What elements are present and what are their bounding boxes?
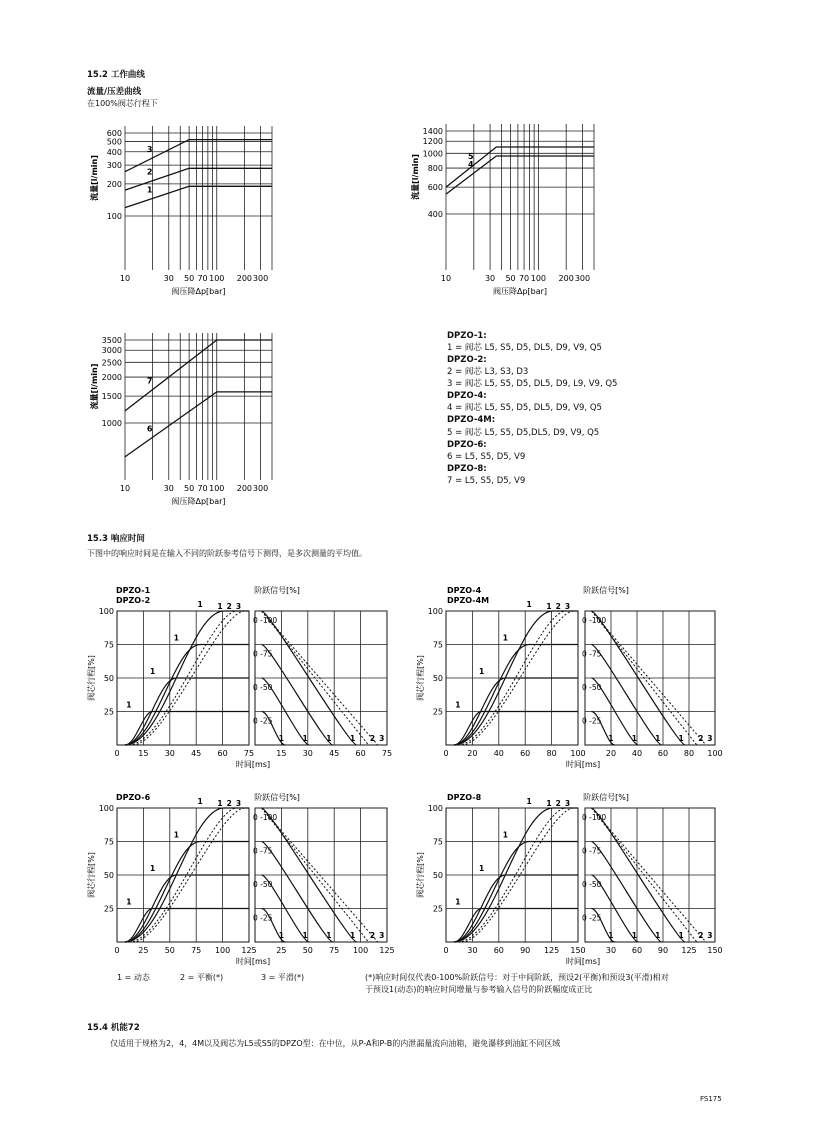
- y-tick-label: 3000: [101, 346, 122, 356]
- curve-label: 1: [173, 830, 180, 840]
- x-tick-label: 75: [243, 749, 255, 758]
- curve-label: 1: [631, 734, 637, 743]
- x-tick-label: 25: [276, 946, 287, 955]
- curve-label: 1: [608, 931, 614, 940]
- x-tick-label: 30: [484, 274, 496, 283]
- series-label: 2: [146, 167, 153, 177]
- y-tick-label: 200: [106, 179, 122, 189]
- curve-label: 1: [278, 734, 284, 743]
- page-code: FS175: [700, 1095, 722, 1103]
- x-tick-label: 200: [558, 274, 574, 283]
- y-tick-label: 1400: [422, 127, 443, 136]
- curve-label: 1: [197, 797, 203, 806]
- panel-title: DPZO-6: [116, 793, 151, 802]
- step-signal-label: 阶跃信号[%]: [583, 586, 629, 595]
- legend-model: DPZO-4M:: [447, 415, 496, 426]
- curve-label: 1: [150, 667, 156, 676]
- x-tick-label: 30: [163, 274, 174, 283]
- y-tick-label: 400: [427, 210, 443, 219]
- response-legend-note: 于预设1(动态)的响应时间增量与参考输入信号的阶跃幅度成正比: [365, 985, 593, 994]
- x-tick-label: 10: [119, 484, 131, 493]
- x-tick-label: 25: [138, 946, 149, 955]
- x-tick-label: 10: [440, 274, 452, 283]
- curve-label: 1: [197, 600, 203, 609]
- curve-label: 1: [678, 931, 684, 940]
- curve-label: 2: [698, 734, 704, 743]
- curve-label: 1: [655, 734, 661, 743]
- series-label: 5: [468, 151, 474, 161]
- x-tick-label: 150: [570, 946, 586, 955]
- curve-label: 3: [707, 931, 713, 940]
- curve-label: 1: [350, 931, 356, 940]
- y-tick-label: 300: [106, 161, 122, 171]
- curve-label: 1: [455, 700, 461, 710]
- curve-label: 1: [678, 734, 684, 743]
- curve-label: 1: [502, 633, 509, 643]
- y-tick-label: 3500: [101, 336, 122, 345]
- y-tick-label: 75: [432, 837, 443, 847]
- y-axis-label: 阀芯行程[%]: [416, 852, 425, 898]
- x-tick-label: 125: [543, 946, 560, 955]
- x-tick-label: 300: [252, 484, 269, 493]
- panel-title: DPZO-8: [447, 793, 482, 802]
- y-tick-label: 800: [427, 164, 443, 174]
- x-axis-label: 时间[ms]: [565, 957, 601, 966]
- curve-label: 1: [217, 602, 223, 611]
- x-tick-label: 30: [302, 749, 313, 758]
- x-tick-label: 100: [570, 749, 586, 758]
- y-tick-label: 25: [103, 707, 114, 717]
- step-value-label: 0 -100: [253, 813, 278, 822]
- y-tick-label: 2500: [101, 358, 122, 368]
- curve-label: 2: [555, 602, 561, 611]
- y-tick-label: 1000: [422, 149, 443, 159]
- x-tick-label: 60: [631, 946, 643, 955]
- y-tick-label: 25: [432, 707, 443, 717]
- step-value-label: 0 -75: [253, 846, 273, 856]
- step-signal-label: 阶跃信号[%]: [254, 586, 300, 595]
- x-tick-label: 300: [252, 274, 269, 283]
- x-tick-label: 125: [379, 946, 395, 955]
- step-value-label: 0 -75: [582, 649, 602, 659]
- section-15-4-text: 仅适用于规格为2，4，4M以及阀芯为L5或S5的DPZO型：在中位，从P-A和P-B的内泄漏量流向油箱，避免瀑移到油缸不同区域: [110, 1039, 561, 1048]
- y-tick-label: 400: [106, 147, 122, 157]
- x-tick-label: 200: [236, 484, 253, 493]
- legend-model: DPZO-8:: [447, 463, 487, 474]
- legend-line: 5 = 阀芯 L5, S5, D5,DL5, D9, V9, Q5: [447, 427, 600, 438]
- curve-label: 3: [235, 602, 242, 611]
- y-tick-label: 1500: [101, 392, 122, 402]
- y-tick-label: 50: [432, 674, 443, 683]
- y-tick-label: 50: [103, 871, 114, 880]
- x-tick-label: 60: [217, 749, 228, 758]
- curve-label: 1: [526, 600, 532, 609]
- step-value-label: 0 -100: [582, 813, 607, 822]
- x-tick-label: 80: [546, 749, 557, 758]
- x-tick-label: 200: [236, 274, 253, 283]
- y-tick-label: 25: [103, 904, 114, 914]
- y-tick-label: 1000: [101, 419, 122, 428]
- x-tick-label: 100: [209, 484, 225, 493]
- curve-label: 1: [126, 700, 132, 710]
- curve-label: 2: [698, 931, 704, 940]
- curve-label: 1: [126, 897, 132, 907]
- x-tick-label: 0: [114, 946, 120, 955]
- legend-model: DPZO-1:: [447, 331, 487, 341]
- y-axis-label: 流量[l/min]: [411, 154, 420, 200]
- section-15-3-heading: 15.3 响应时间: [87, 534, 145, 544]
- x-axis-label: 阀压降Δp[bar]: [171, 497, 226, 506]
- y-tick-label: 75: [103, 837, 114, 847]
- curve-label: 1: [302, 734, 308, 743]
- x-tick-label: 125: [241, 946, 257, 955]
- y-axis-label: 阀芯行程[%]: [87, 852, 96, 898]
- legend-line: 7 = L5, S5, D5, V9: [447, 475, 526, 486]
- x-tick-label: 40: [493, 749, 504, 758]
- x-tick-label: 30: [164, 749, 175, 758]
- legend-line: 4 = 阀芯 L5, S5, D5, DL5, D9, V9, Q5: [447, 403, 602, 414]
- x-tick-label: 20: [605, 749, 617, 758]
- x-axis-label: 时间[ms]: [235, 760, 271, 769]
- y-tick-label: 25: [432, 904, 443, 914]
- x-tick-label: 0: [114, 749, 120, 758]
- x-axis-label: 时间[ms]: [565, 760, 601, 769]
- step-value-label: 0 -25: [253, 913, 273, 923]
- curve-label: 3: [707, 734, 713, 743]
- x-tick-label: 50: [184, 274, 195, 283]
- x-tick-label: 60: [493, 946, 504, 955]
- x-tick-label: 300: [574, 274, 591, 283]
- curve-label: 1: [631, 931, 637, 940]
- x-tick-label: 60: [355, 749, 366, 758]
- flow-curves-subheading: 流量/压差曲线: [87, 87, 142, 97]
- curve-label: 1: [546, 602, 552, 611]
- step-value-label: 0 -25: [582, 913, 602, 923]
- response-note: 下图中的响应时间是在输入不同的阶跃参考信号下测得，是多次测量的平均值。: [87, 549, 367, 558]
- curve-label: 3: [564, 602, 571, 611]
- y-tick-label: 600: [106, 129, 122, 138]
- series-label: 4: [468, 160, 474, 170]
- step-signal-label: 阶跃信号[%]: [583, 793, 629, 802]
- x-tick-label: 90: [520, 946, 531, 955]
- curve-label: 1: [608, 734, 614, 743]
- x-tick-label: 75: [191, 946, 202, 955]
- x-tick-label: 30: [163, 484, 174, 493]
- curve-label: 2: [369, 734, 376, 743]
- step-value-label: 0 -50: [253, 880, 273, 889]
- step-value-label: 0 -25: [582, 716, 602, 726]
- step-value-label: 0 -25: [253, 716, 273, 726]
- y-tick-label: 1200: [422, 137, 443, 147]
- response-legend-item: 2 = 平衡(*): [180, 973, 224, 982]
- x-tick-label: 100: [209, 274, 225, 283]
- curve-label: 3: [235, 799, 242, 808]
- x-tick-label: 100: [352, 946, 369, 955]
- response-legend-note: (*)响应时间仅代表0-100%阶跃信号：对于中间阶跃，预设2(平衡)和预设3(平滑)相对: [365, 973, 669, 982]
- x-tick-label: 90: [657, 946, 669, 955]
- curve-label: 3: [379, 931, 385, 940]
- x-tick-label: 60: [657, 749, 669, 758]
- step-value-label: 0 -50: [582, 683, 602, 692]
- curve-label: 1: [217, 799, 223, 808]
- y-tick-label: 100: [98, 607, 114, 616]
- curve-label: 1: [655, 931, 661, 940]
- step-signal-label: 阶跃信号[%]: [254, 793, 300, 802]
- x-tick-label: 50: [164, 946, 175, 955]
- curve-label: 1: [479, 667, 485, 676]
- x-axis-label: 阀压降Δp[bar]: [171, 287, 226, 296]
- curve-label: 1: [150, 864, 156, 873]
- x-tick-label: 15: [138, 749, 149, 758]
- curve-label: 3: [379, 734, 385, 743]
- curve-label: 1: [526, 797, 532, 806]
- step-value-label: 0 -100: [253, 616, 278, 625]
- x-tick-label: 70: [518, 274, 530, 283]
- curve-label: 1: [302, 931, 308, 940]
- series-label: 6: [146, 424, 153, 434]
- curve-label: 1: [502, 830, 509, 840]
- legend-line: 1 = 阀芯 L5, S5, D5, DL5, D9, V9, Q5: [447, 343, 602, 354]
- x-tick-label: 45: [329, 749, 340, 758]
- x-tick-label: 0: [443, 946, 449, 955]
- curve-label: 1: [278, 931, 284, 940]
- section-15-2-heading: 15.2 工作曲线: [87, 70, 145, 80]
- y-tick-label: 100: [427, 804, 443, 813]
- y-tick-label: 100: [106, 212, 122, 221]
- y-tick-label: 600: [427, 183, 443, 193]
- y-tick-label: 100: [427, 607, 443, 616]
- x-tick-label: 30: [467, 946, 478, 955]
- curve-label: 2: [226, 799, 232, 808]
- x-tick-label: 50: [302, 946, 313, 955]
- y-tick-label: 50: [432, 871, 443, 880]
- x-tick-label: 50: [505, 274, 516, 283]
- curve-label: 1: [546, 799, 552, 808]
- flow-curves-note: 在100%阀芯行程下: [87, 99, 158, 108]
- x-tick-label: 150: [707, 946, 723, 955]
- step-value-label: 0 -75: [582, 846, 602, 856]
- y-tick-label: 75: [103, 640, 114, 650]
- y-tick-label: 500: [106, 137, 122, 147]
- y-axis-label: 流量[l/min]: [90, 363, 99, 410]
- curve-label: 1: [173, 633, 180, 643]
- x-tick-label: 10: [119, 274, 131, 283]
- x-tick-label: 50: [184, 484, 195, 493]
- response-legend-item: 1 = 动态: [117, 973, 150, 982]
- x-tick-label: 60: [520, 749, 531, 758]
- x-tick-label: 100: [707, 749, 723, 758]
- series-label: 7: [146, 376, 153, 386]
- step-value-label: 0 -75: [253, 649, 273, 659]
- panel-title: DPZO-1: [116, 586, 151, 595]
- y-tick-label: 2000: [101, 373, 122, 383]
- x-tick-label: 30: [605, 946, 617, 955]
- curve-label: 1: [326, 734, 332, 743]
- y-axis-label: 阀芯行程[%]: [416, 655, 425, 701]
- y-tick-label: 75: [432, 640, 443, 650]
- series-line: [125, 340, 272, 411]
- legend-line: 6 = L5, S5, D5, V9: [447, 451, 526, 462]
- x-tick-label: 100: [214, 946, 231, 955]
- y-tick-label: 50: [103, 674, 114, 683]
- x-axis-label: 阀压降Δp[bar]: [492, 287, 548, 296]
- x-tick-label: 70: [197, 274, 208, 283]
- x-tick-label: 100: [530, 274, 547, 283]
- panel-title: DPZO-4: [447, 586, 482, 595]
- step-value-label: 0 -50: [253, 683, 273, 692]
- series-label: 1: [146, 185, 153, 195]
- y-axis-label: 阀芯行程[%]: [87, 655, 96, 701]
- y-tick-label: 100: [98, 804, 114, 813]
- x-tick-label: 0: [443, 749, 449, 758]
- x-tick-label: 15: [276, 749, 287, 758]
- section-15-4-heading: 15.4 机能72: [87, 1023, 140, 1033]
- panel-title: DPZO-2: [116, 596, 151, 605]
- x-axis-label: 时间[ms]: [235, 957, 271, 966]
- x-tick-label: 45: [191, 749, 202, 758]
- legend-line: 2 = 阀芯 L3, S3, D3: [447, 367, 529, 378]
- x-tick-label: 70: [197, 484, 208, 493]
- response-legend-item: 3 = 平滑(*): [261, 973, 305, 982]
- x-tick-label: 20: [467, 749, 478, 758]
- series-label: 3: [146, 144, 153, 154]
- curve-label: 2: [555, 799, 561, 808]
- x-tick-label: 75: [381, 749, 393, 758]
- curve-label: 3: [564, 799, 571, 808]
- curve-label: 1: [326, 931, 332, 940]
- curve-label: 1: [350, 734, 356, 743]
- legend-model: DPZO-4:: [447, 391, 487, 402]
- x-tick-label: 80: [683, 749, 695, 758]
- curve-label: 2: [369, 931, 376, 940]
- curve-label: 1: [455, 897, 461, 907]
- legend-model: DPZO-2:: [447, 355, 487, 366]
- legend-model: DPZO-6:: [447, 439, 487, 450]
- step-value-label: 0 -100: [582, 616, 607, 625]
- y-axis-label: 流量[l/min]: [90, 155, 99, 201]
- legend-line: 3 = 阀芯 L5, S5, D5, DL5, D9, L9, V9, Q5: [447, 379, 618, 390]
- x-tick-label: 40: [631, 749, 643, 758]
- curve-label: 2: [226, 602, 232, 611]
- panel-title: DPZO-4M: [447, 596, 490, 605]
- curve-label: 1: [479, 864, 485, 873]
- x-tick-label: 125: [681, 946, 697, 955]
- step-value-label: 0 -50: [582, 880, 602, 889]
- x-tick-label: 75: [329, 946, 340, 955]
